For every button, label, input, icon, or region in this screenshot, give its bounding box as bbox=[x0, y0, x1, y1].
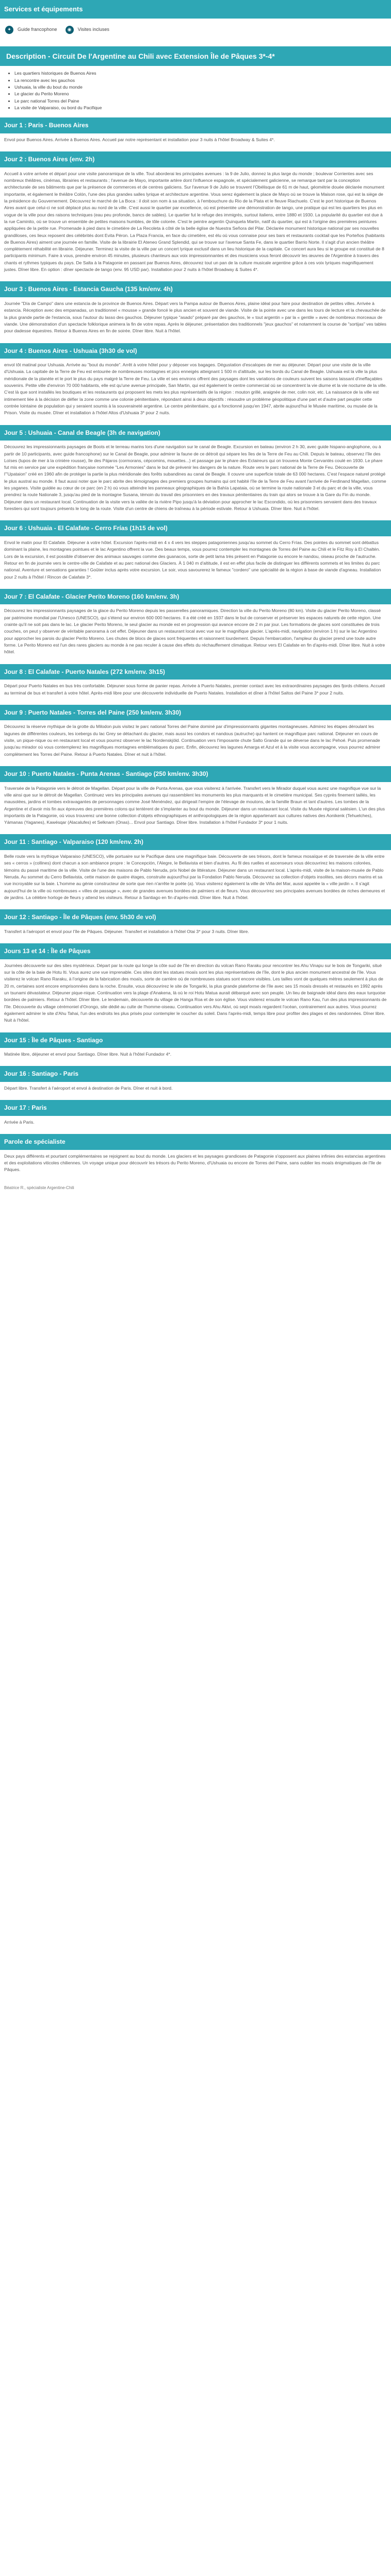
day-text: Accueil à votre arrivée et départ pour une visite panoramique de la ville. Tout aborderai les principales avenues : la 9 de Julio, donnez la plus large du monde ; boulevar Corrientes avec ses nombreux théâtres, cinémas, librairies et restaurants ; l'avenue de Mayo, importante artère dont l'influence espagnole, et spécialement galicienne, se remarque tant par la conception architecturale de ses bâtiments que par la présence de commerces et de centres galiciens. Sur l'avenue 9 de Julio se trouvent l'Obélisque de 61 m de haut, géométrie douée déclarée monument importante, et également le théâtre Colón, l'une des plus grandes salles lyrique et architecture argentine. Vous serez également la place de Mayo où se trouve la Maison rose, qui est la siège de la présidence du Gouvernement. Découvrez le marché de La Boca : il doit son nom à sa situation, à l'embouchure du Rio de la Plata et le fleuve Riachuelo. C'est le port historique de Buenos Aires avant que celui-ci ne soit déplacé plus au nord de la ville. C'est aussi le quartier par excellence, où est présentée une démonstration de tango, une pratique qui est les quartiers les plus en vogue de la ville pour des raisons techniques (eau peu profonde, bancs de sables). Le quartier fut le refuge des immigrés, surtout italiens, entre 1880 et 1930. La popularité du quartier est due à la rue Caminito, où se trouve un ensemble de petites maisons humbles, de tôle colorée. C'est le peintre argentin Quinquela Martin, natif du quartier, qui est à l'origine des premières peintures appliquées de la petite rue. Promenade à pied dans le cimetière de La Recoleta à côté de la belle église de Nuestra Señora del Pilar. Déclarée monument historique national par ses nouvelles grandiloses, ces lieux reposent des célébrités dont Evita Péron. La Plaza Francia, en face du cimetière, est élu où vous connaise pour ses bars et restaurants cocktail que les Porteños (habitants de Buenos Aires) aiment une journée en famille. Visite de la librairie El Ateneo Grand Splendid, qui se trouve sur l'avenue Santa Fe, dans le quartier Barrio Norte. Il s'agit d'un ancien théâtre complètement réhabilité en librairie. Déjeuner. Terminez la visite de la ville par un concert lyrique exclusif dans un lieu historique de la capitale. Ce concert aura lieu si le groupe est constitué de 8 participants minimum. Faire à vous, prendre environ 45 minutes, plusieurs chanteurs aux voix impressionnantes et des musiciens vous feront découvrir les œuvres de l'Argentine à travers des chants et rythmes typiques du pays. De Salta à la Patagonie en passant par Buenos Aires, découvrez tout un pan de la culture musicale argentine grâce à ces voix lyriques magnifiquement justes. Dîner libre. En option : dîner spectacle de tango (env. 95 USD par). Installation pour 2 nuits à l'hôtel Broadway & Suites 4*. bbox=[4, 171, 385, 273]
day-title: Jour 3 : Buenos Aires - Estancia Gaucha (135 km/env. 4h) bbox=[0, 281, 391, 297]
day-text: Matinée libre, déjeuner et envol pour Santiago. Dîner libre. Nuit à l'hôtel Fundador 4*. bbox=[4, 1052, 172, 1057]
service-label: Guide francophone bbox=[18, 27, 57, 32]
day-text: Découvrez les impressionnants paysages de Boots et le terreau marins lors d'une navigation sur le canal de Beagle. Excursion en bateau (environ 2 h 30, avec guide hispano-anglophone, ou à partir de 10 participants, avec guide francophone) sur le Canal de Beagle, pour admirer la faune de ce détroit qui sépare les îles de la Terre de Feu au Chili. Depuis le bateau, observez l'île des Loïses (lupos de mer à la crinière rousse), île des Pájaros (cormorans, cépcomins, mouettes...) et passage par le phare des Eclaireurs qui on trouvera Monte Cervantès coulé en 1930. Le phare fut mis en service par une expédition française nommée "Les Armonies" dans le but de prévenir les dangers de la nature. Route vers le parc national de la Terre de Feu. Découverte de l'"Upataion" créé en 1960 afin de protéger la partie la plus méridionale des forêts subandines au canal de Beagle. Il couvre une superficie totale de 63 000 hectares. C'est l'espace naturel protégé le plus austral au monde. Il faut aussi noter que le parc abrite des témoignages des premiers groupes humains qui ont habité l'île de la Terre de Feu avant l'arrivée de Ferdinand Magellan, comme les yaganes. Visite guidée au cœur de ce parc (en 2 h) où vous atteindre les panneaux géographiques de la Bahía Lapataia, où se termine la route nationale 3 et du parc et de la ville, vous prendrez la route Nationale 3, jusqu'au pied de la montagne Susana, témoin du travail des prisonniers en des travaux pénitentiaires du train qui alors se trouve à la Gare du Fin du monde. Déjeuner dans un restaurant local. Continuation de la visite vers la vallée de la rivière Pipo jusqu'à la déviation pour approcher le lac Escondido, où les prisonniers servaient dans des travaux forestiers qui sont toujours présents le long de la route. Visite d'un centre de chiens de traîneau à la période estivale. Retour à Ushuaia. Dîner libre. Nuit à l'hôtel. bbox=[4, 444, 386, 512]
day-text: Traversée de la Patagonie vers le détroit de Magellan. Départ pour la ville de Punta Arenas, que vous visiterez à l'arrivée. Transfert vers le Mirador duquel vous aurez une magnifique vue sur la ville ainsi que sur le détroit de Magellan. Continuez vers les principales avenues qui rassemblent les monuments les plus marquants et le cimetière municipal. Ses cyprès finement taillés, les mausolées, jardins et tombes extravagantes de personnages comme José Menéndez, qui dirigeait l'empire de l'élevage de moutons, de la famille Braun et tant d'autres. Les tombes de la Argentine et d'avoir mis fin aux épreuves des premières colons qui tentèrent de s'implanter au bout du monde. Déjeuner dans un restaurant local. Visite du Musée régional salésien. L'un des plus importants de la Patagonie, où vous trouverez une bonne collection d'objets ethnographiques et anthropologiques de la région appartenant aux cultures natives des Aonikenk (Tehuelches), Yámanas (Yaganes), Kawésqar (Alacalufes) et Selknam (Onas)... Envol pour Santiago. Dîner libre. Installation à l'hôtel Fundador 3* pour 1 nuits. bbox=[4, 785, 385, 825]
day-title: Jour 1 : Paris - Buenos Aires bbox=[0, 117, 391, 133]
day-text: Découvrez la réserve mythique de la grotte du Milodon puis visitez le parc national Torres del Paine dominé par d'impressionnants gigantes montagneuses. Admirez les étapes déroulant les lagunes de différentes couleurs, les icebergs du lac Grey se détachant du glacier, mais aussi les condors et nandous (autruche) qui hantent ce magnifique parc national. Déjeuner en cours de visite, un pique-nique ou en restaurant local et vous pourrez observer le lac Nordenskjöld. Continuation vers l'imposante chute Salto Grande qui se déverse dans le lac Pehoé. Puis promenade jusqu'au mirador où vous contemplerez les magnifiques montagnes emblématiques du parc. Enfin, découvrez les lagunes Amarga et Azul et à la visite vous accompagne, vous pourrez admirer complètement les Torres del Paine. Retour à Puerto Natales. Dîner et nuit à l'hôtel. bbox=[4, 724, 381, 757]
service-item-guide bbox=[5, 26, 57, 34]
day-text: Départ libre. Transfert à l'aéroport et envol à destination de Paris. Dîner et nuit à bord. bbox=[4, 1086, 173, 1091]
day-section bbox=[0, 705, 391, 762]
services-list bbox=[0, 19, 391, 41]
day-title: Jours 13 et 14 : Île de Pâques bbox=[0, 943, 391, 959]
highlight-item: • La visite de Valparaiso, ou bord du Pacifique bbox=[14, 105, 385, 111]
highlights-list bbox=[0, 66, 391, 113]
guide-icon: ✦ bbox=[5, 26, 13, 34]
day-section bbox=[0, 151, 391, 277]
day-section bbox=[0, 1134, 391, 1178]
highlight-item: • Les quartiers historiques de Buenos Aires bbox=[14, 70, 385, 77]
day-section bbox=[0, 766, 391, 830]
day-section bbox=[0, 425, 391, 517]
day-text: Transfert à l'aéroport et envol pour l'île de Pâques. Déjeuner. Transfert et installation à l'hôtel Otai 3* pour 3 nuits. Dîner libre. bbox=[4, 928, 249, 934]
service-label: Visites incluses bbox=[77, 27, 109, 32]
day-text: Envol le matin pour El Calafate. Déjeuner à votre hôtel. Excursion l'après-midi en 4 x 4 vers les steppes patagoniennes jusqu'au sommet du Cerro Frías. Des pointes du sommet sont débattus dominant la plaine, les montagnes pointues et le lac Argentino offrent la vue. Des beaux temps, vous pourrez contempler les montagnes de Torres del Paine au Chili et le Fitz Roy à El Chaltén. Lors de la excursion, il est possible d'observer des animaux sauvages comme des guanacos, sorte de petit lama très présent en Patagonie ou encore le nandou, oiseau proche de l'autruche. Retour en fin de journée vers le centre-ville de Calafate et au parc national des Glaciers. À 1 040 m d'altitude, il est en effet plus facile de distinguer les différents sommets et les limites du parc national. Aventure et sensations garanties ! Goûter inclus après votre excursion. Le soir, vous savourerez le fameux "cordero" une spécialité de la région à base de viande d'agneau. Installation pour 2 nuits à l'hôtel / Rincon de Calafate 3*. bbox=[4, 539, 381, 580]
highlight-item: • Ushuaia, la ville du bout du monde bbox=[14, 84, 385, 91]
day-text: Journée "Día de Campo" dans une estancia de la province de Buenos Aires. Départ vers la Pampa autour de Buenos Aires, plaine idéal pour faire pour destination de petites villes. Arrivée à estancia. Réception avec des empanadas, un traditionnel « mousse » grande foncé le plus ancien et souvent de viande. Visite de la pointe avec une dans les tours de lecture et la chevauchée de la plus grande partie de l'estancia, sous l'autour du lasso des gauchos. Déjeuner typique "asado" préparé par des gauchos, le « tout argentin » par la « gentile » avec de nombreux morceaux de viande. Une démonstration d'un spectacle folklorique animera la fin de votre repas. Après le déjeuner, présentation des traditionnels "jeux gauchos" et notamment la course de "sortijas" ves tables pour dadesse équestres. Retour à Buenos Aires en fin de soirée. Dîner libre. Nuit à l'hôtel. bbox=[4, 300, 386, 334]
day-text: Arrivée à Paris. bbox=[4, 1119, 35, 1125]
day-section bbox=[0, 834, 391, 905]
services-title: Services et équipements bbox=[0, 0, 391, 19]
day-title: Jour 2 : Buenos Aires (env. 2h) bbox=[0, 151, 391, 167]
day-title: Jour 8 : El Calafate - Puerto Natales (272 km/env. 3h15) bbox=[0, 664, 391, 680]
day-title: Jour 10 : Puerto Natales - Punta Arenas - Santiago (250 km/env. 3h30) bbox=[0, 766, 391, 782]
day-title: Parole de spécialiste bbox=[0, 1134, 391, 1150]
day-section bbox=[0, 1032, 391, 1062]
day-section bbox=[0, 664, 391, 701]
day-text: envol tôt matinal pour Ushuaia. Arrivée au "bout du monde". Arrêt à votre hôtel pour y déposer vos bagages. Dégustation d'escalopes de mer au déjeuner. Départ pour une visite de la ville d'Ushuaia. La capitale de la Terre de Feu est entourée de nombreuses montagnes et pics enneigés atteignant 1 500 m d'altitude, sur les bords du Canal de Beagle. Ushuaia est la ville la plus méridionale de la planète et le port le plus du pays malgré la Terre de Feu. La ville et ses environs offrent des paysages dont les variations de couleurs suivent les saisons laissant d'ineffaçables souvenirs. Petite ville d'environ 70 000 habitants, elle est qu'une avenue principale, San Martin, qui est également le centre commercial où se concentrent la vie diurne et la vie nocturne de la ville. C'est là que sont installés les boutiques et les restaurants qui proposent les mets les plus représentatifs de la région : mouton grillé, araignée de mer, colin noir, etc. La naissance de la ville est intimement liée à la décision de défier la zone comme une colonie pénitentiaire, répondant ainsi à deux objectifs : résoudre un problème géopolitique d'une part et d'autre part peupler cette contrée lointaine de population qui y seraient soumis à la souveraineté argentine. Le centre pénitentiaire, qui a fonctionné jusqu'en 1947, abrite aujourd'hui le Musée maritime, ou musée de la Prison. Visite du musée. Dîner et installation à l'hôtel Altos d'Ushuaia 3* pour 2 nuits. bbox=[4, 362, 387, 416]
day-text: Découvrez les impressionnants paysages de la glace du Perito Moreno depuis les passerelles panoramiques. Direction la ville du Perito Moreno (80 km). Visite du glacier Perito Moreno, classé par patrimoine mondial par l'Unesco (UNESCO), qui s'étend sur environ 600 000 hectares. Il a été créé en 1937 dans le but de conserver et préserver les espaces naturels de cette région. Une crainte qu'il ne soit pas dans le lac. Le glacier Perito Moreno, le seul glacier au monde est en progression qui avance encore de 2 m par jour. Les formations de glaces sont constituées de trois couches, on peut y observer de véritable panorama à cet effet. Déjeuner dans un restaurant local avec vue sur le magnifique glacier. L'après-midi, navigation (environ 1 h) sur le lac Argentino pour approcher les parois du glacier Perito Moreno. Les chutes de blocs de glaces sont fréquentes et raisonnent lourdement. Depuis l'embarcation, l'ampleur du glacier prend une toute autre forme. Le Perito Moreno est l'un des rares glaciers au monde à ne pas reculer à cause des effets du réchauffement climatique. Retour vers El Calafate en fin d'après-midi. Dîner libre. Nuit à votre hôtel. bbox=[4, 608, 385, 655]
highlight-item: • Le parc national Torres del Paine bbox=[14, 98, 385, 105]
visits-icon: ◉ bbox=[66, 26, 74, 34]
day-title: Jour 17 : Paris bbox=[0, 1100, 391, 1116]
highlight-item: • La rencontre avec les gauchos bbox=[14, 77, 385, 84]
day-section bbox=[0, 117, 391, 147]
day-section bbox=[0, 281, 391, 338]
itinerary bbox=[0, 117, 391, 1178]
description-title: Description - Circuit De l'Argentine au Chili avec Extension Île de Pâques 3*-4* bbox=[6, 52, 275, 61]
day-title: Jour 4 : Buenos Aires - Ushuaia (3h30 de vol) bbox=[0, 343, 391, 359]
day-section bbox=[0, 343, 391, 421]
service-item-visits bbox=[66, 26, 109, 34]
day-text: Journées découverte sur des sites mystérieux. Départ par la route qui longe la côte sud de l'île en direction du volcan Rano Raraku pour rencontrer les Ahu Vinapu sur le bois de Tongariki, situé sur la côte de la baie de Hotu Iti. Vous aurez une vue imprenable. Ces sites dont les statues moaïs sont les plus représentatives de l'île, dont le plus ancien monument ancestral de l'île. Vous visiterez le volcan Rano Raraku, à l'origine de la fabrication des moaïs, sorte de carrière où de nombreuses statues sont encore visibles. Les tailles vont de quelques mètres seulement à plus de 20 m, certaines sont encore emprisonnées dans la roche. Ensuite, vous découvrirez le site de Tongariki, la plus grande plateforme de l'île avec ses 15 moaïs dressés et restaurés en 1992 après un tsunami dévastateur. Déjeuner pique-nique. Continuation vers la plage d'Anakena, là où le roi Hotu Matua aurait débarqué avec son peuple. Un lieu de baignade idéal dans des eaux turquoise bordées de palmiers. Retour à l'hôtel. Dîner libre. Le lendemain, découverte du village de Hanga Roa et de son église. Vous visiterez ensuite le volcan Rano Kau, l'un des plus impressionnants de l'île. Découverte du village cérémoniel d'Orongo, site dédié au culte de l'homme-oiseau. Continuation vers Ahu Akivi, où sept moaïs regardent l'océan, contrairement aux autres. Vous pourrez également admirer le site d'Ahu Tahai, l'un des endroits les plus prisés pour contempler le coucher du soleil. Dans l'après-midi, temps libre pour profiter des plages et des randonnées. Dîner libre. Nuit à l'hôtel. bbox=[4, 962, 387, 1023]
signature: Béatrice R., spécialiste Argentine-Chili bbox=[4, 1185, 74, 1190]
day-text: Départ pour Puerto Natales en bus très confortable. Déjeuner sous forme de panier repas. Arrivée à Puerto Natales, premier contact avec les extraordinaires paysages des fjords chiliens. Accueil au terminal de bus et transfert à votre hôtel. Après-midi libre pour une découverte individuelle de Puerto Natales. Installation et dîner à l'hôtel Saltos del Paine 3* pour 2 nuits. bbox=[4, 683, 385, 696]
day-section bbox=[0, 1100, 391, 1130]
day-title: Jour 6 : Ushuaia - El Calafate - Cerro Frías (1h15 de vol) bbox=[0, 520, 391, 536]
day-title: Jour 5 : Ushuaia - Canal de Beagle (3h de navigation) bbox=[0, 425, 391, 441]
day-text: Envol pour Buenos Aires. Arrivée à Buenos Aires. Accueil par notre représentant et installation pour 3 nuits à l'hôtel Broadway & Suites 4*. bbox=[4, 137, 275, 142]
page bbox=[0, 0, 391, 1191]
day-title: Jour 16 : Santiago - Paris bbox=[0, 1066, 391, 1082]
highlight-item: • Le glacier du Perito Moreno bbox=[14, 91, 385, 97]
day-title: Jour 9 : Puerto Natales - Torres del Paine (250 km/env. 3h30) bbox=[0, 705, 391, 721]
day-title: Jour 15 : Île de Pâques - Santiago bbox=[0, 1032, 391, 1048]
day-section bbox=[0, 589, 391, 660]
day-title: Jour 7 : El Calafate - Glacier Perito Moreno (160 km/env. 3h) bbox=[0, 589, 391, 605]
description-header bbox=[0, 46, 391, 66]
day-section bbox=[0, 943, 391, 1028]
day-section bbox=[0, 909, 391, 939]
day-section bbox=[0, 1066, 391, 1096]
day-title: Jour 11 : Santiago - Valparaiso (120 km/env. 2h) bbox=[0, 834, 391, 850]
day-text: Belle route vers la mythique Valparaiso (UNESCO), ville portuaire sur le Pacifique dans une magnifique baie. Découverte de ses trésors, dont le fameux mosaïque et de traversée de la ville entre ses « cerros » (collines) dont chacun a son ambiance propre : le Concepción, l'Alegre, le Bellavista et bien d'autres. Au fil des ruelles et ascenseurs vous découvrirez les maisons colorées, témoins du passé maritime de la ville. Visite de l'une des maisons de Pablo Neruda, prix Nobel de littérature. Déjeuner dans un restaurant local. L'après-midi, visite de la maison-musée de Pablo Neruda. Au sommet du Cerro Bellavista, cette maison de quatre étages, construite aujourd'hui par la Fondation Pablo Neruda. Découvrez sa collection d'objets insolites, ses décors marins et sa vue incroyable sur la baie. L'homme au génie constructeur de sorte que rien n'arrête le poète (a). Vous visiterez également la ville de Viña del Mar, aussi appelée la « ville jardin ». Il s'agit aujourd'hui de la ville où nombreuses « villes de passage », avec de grandes avenues bordées de palmiers et de fleurs. Vous découvrirez ses principales avenues bordées de riches demeures et de jardins. La célèbre horloge de fleurs y attend les visiteurs. Retour à Santiago en fin d'après-midi. Dîner libre. Nuit à l'hôtel. bbox=[4, 854, 385, 900]
day-text: Deux pays différents et pourtant complémentaires se rejoignent au bout du monde. Les glaciers et les paysages grandioses de Patagonie s'opposent aux plaines infinies des estancias argentines et des exploitations viticoles chiliennes. Un voyage unique pour découvrir les trésors du Perito Moreno, d'Ushuaia ou encore de Torres del Paine, sans oublier les moaïs énigmatiques de l'île de Pâques. bbox=[4, 1153, 386, 1173]
day-section bbox=[0, 520, 391, 584]
day-title: Jour 12 : Santiago - Île de Pâques (env. 5h30 de vol) bbox=[0, 909, 391, 925]
